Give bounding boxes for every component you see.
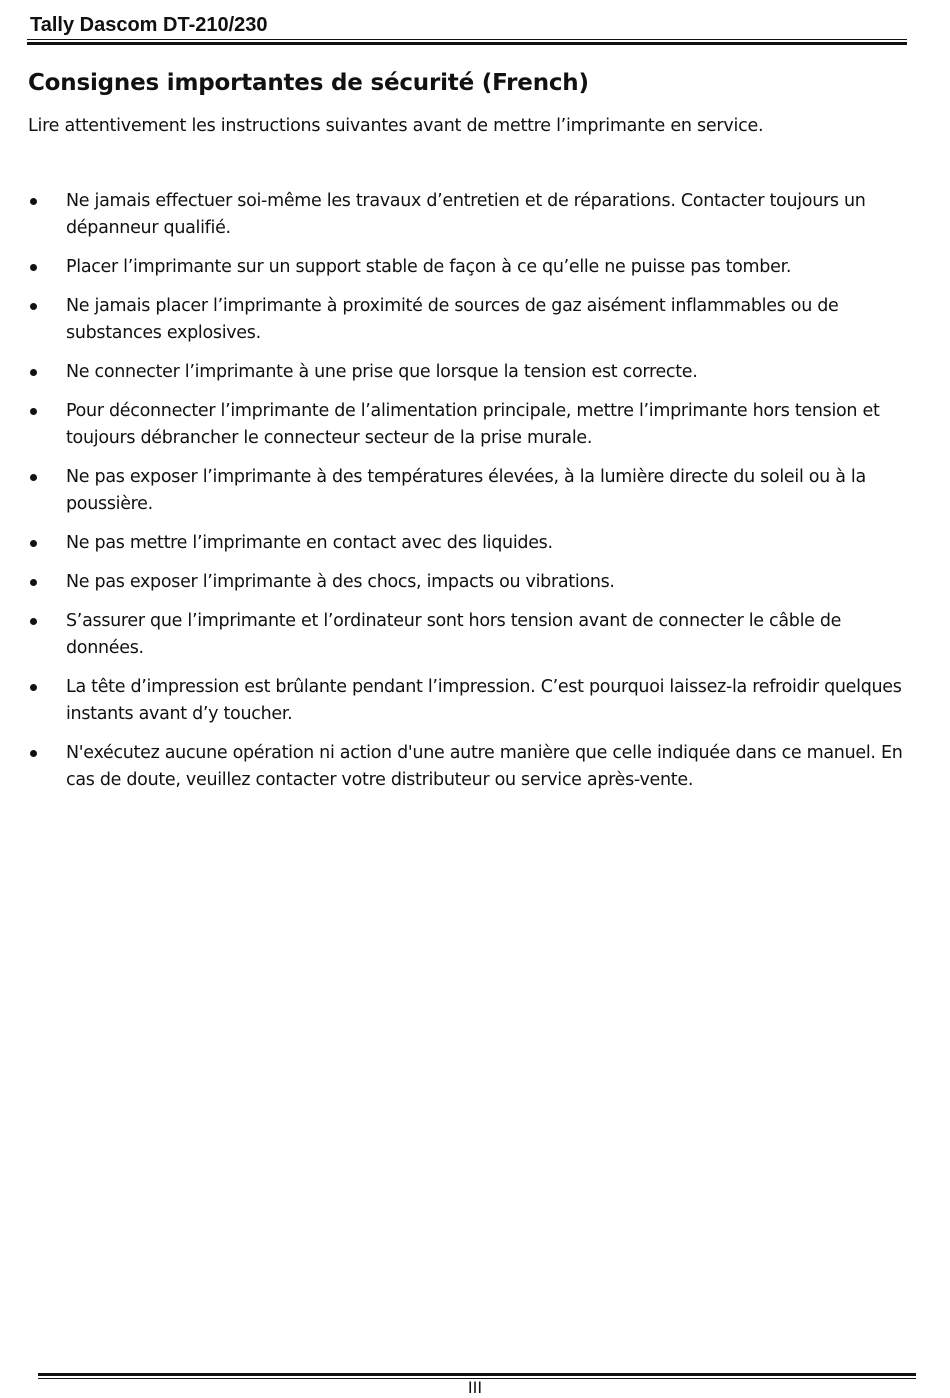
list-item-text: Ne jamais effectuer soi-même les travaux d’entretien et de réparations. Contacter toujours un dépanneur qualifié. bbox=[66, 191, 866, 238]
bullet-icon bbox=[30, 750, 37, 757]
bullet-icon bbox=[30, 408, 37, 415]
list-item-text: Ne pas exposer l’imprimante à des températures élevées, à la lumière directe du soleil ou à la poussière. bbox=[66, 467, 866, 514]
list-item-text: S’assurer que l’imprimante et l’ordinateur sont hors tension avant de connecter le câble de données. bbox=[66, 611, 842, 658]
list-item-text: N'exécutez aucune opération ni action d'une autre manière que celle indiquée dans ce manuel. En cas de doute, veuillez contacter votre distributeur ou service après-vente. bbox=[66, 743, 903, 790]
intro-paragraph: Lire attentivement les instructions suivantes avant de mettre l’imprimante en service. bbox=[28, 116, 764, 136]
list-item bbox=[28, 359, 918, 386]
list-item bbox=[28, 464, 918, 518]
bullet-icon bbox=[30, 684, 37, 691]
list-item-text: La tête d’impression est brûlante pendant l’impression. C’est pourquoi laissez-la refroidir quelques instants avant d’y toucher. bbox=[66, 677, 902, 724]
header-rule-thick bbox=[27, 42, 907, 45]
footer-rule-thick bbox=[38, 1373, 916, 1376]
bullet-icon bbox=[30, 474, 37, 481]
list-item bbox=[28, 293, 918, 347]
list-item bbox=[28, 674, 918, 728]
bullet-icon bbox=[30, 303, 37, 310]
list-item-text: Ne pas mettre l’imprimante en contact avec des liquides. bbox=[66, 533, 553, 553]
list-item bbox=[28, 398, 918, 452]
page-title: Consignes importantes de sécurité (French) bbox=[28, 70, 589, 96]
page-number: III bbox=[467, 1378, 483, 1397]
list-item-text: Placer l’imprimante sur un support stable de façon à ce qu’elle ne puisse pas tomber. bbox=[66, 257, 792, 277]
list-item bbox=[28, 740, 918, 794]
list-item-text: Ne pas exposer l’imprimante à des chocs, impacts ou vibrations. bbox=[66, 572, 615, 592]
list-item-text: Ne connecter l’imprimante à une prise que lorsque la tension est correcte. bbox=[66, 362, 698, 382]
list-item-text: Pour déconnecter l’imprimante de l’alimentation principale, mettre l’imprimante hors tension et toujours débrancher le connecteur secteur de la prise murale. bbox=[66, 401, 880, 448]
bullet-icon bbox=[30, 264, 37, 271]
list-item bbox=[28, 254, 918, 281]
bullet-icon bbox=[30, 198, 37, 205]
bullet-icon bbox=[30, 618, 37, 625]
list-item bbox=[28, 608, 918, 662]
header-title: Tally Dascom DT-210/230 bbox=[30, 14, 268, 36]
bullet-icon bbox=[30, 579, 37, 586]
bullet-icon bbox=[30, 369, 37, 376]
safety-instructions-list bbox=[28, 188, 918, 806]
list-item bbox=[28, 188, 918, 242]
header-rule-thin bbox=[27, 39, 907, 40]
list-item-text: Ne jamais placer l’imprimante à proximité de sources de gaz aisément inflammables ou de substances explosives. bbox=[66, 296, 839, 343]
bullet-icon bbox=[30, 540, 37, 547]
list-item bbox=[28, 530, 918, 557]
list-item bbox=[28, 569, 918, 596]
